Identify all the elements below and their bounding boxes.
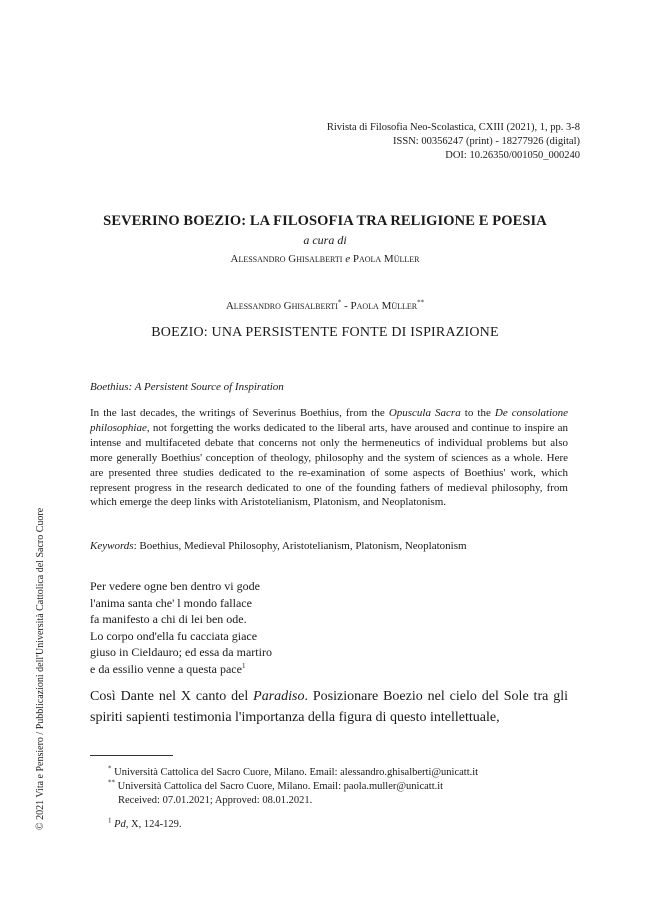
journal-header [160, 121, 580, 163]
issn: ISSN: 00356247 (print) - 18277926 (digital) [393, 136, 580, 147]
footnote-text: Università Cattolica del Sacro Cuore, Milano. Email: alessandro.ghisalberti@unicatt.it [111, 767, 479, 778]
abstract [90, 406, 568, 510]
collection-title: SEVERINO BOEZIO: LA FILOSOFIA TRA RELIGIONE E POESIA [103, 213, 547, 229]
footnote-ref-1: 1 [241, 661, 246, 670]
verse-line-last [90, 661, 272, 678]
verse-quote [90, 578, 272, 678]
keywords-list: : Boethius, Medieval Philosophy, Aristotelianism, Platonism, Neoplatonism [133, 540, 467, 552]
footnote-1 [108, 818, 578, 832]
body-paragraph [90, 686, 568, 728]
body-text-2: . Posizionare Boezio nel cielo del Sole tra gli spiriti sapienti testimonia l'importanza della figura di questo intellettuale, [90, 689, 568, 725]
body-text-1: Così Dante nel X canto del [90, 689, 254, 704]
verse-line: giuso in Cieldauro; ed essa da martiro [90, 645, 272, 660]
abstract-italic-1: Opuscula Sacra [388, 407, 461, 419]
keywords-label: Keywords [90, 540, 134, 552]
received-dates: Received: 07.01.2021; Approved: 08.01.2021. [118, 795, 313, 806]
verse-line: fa manifesto a chi di lei ben ode. [90, 612, 247, 627]
footnote-author-2 [108, 780, 578, 794]
article-title: BOEZIO: UNA PERSISTENTE FONTE DI ISPIRAZIONE [151, 325, 499, 340]
doi: DOI: 10.26350/001050_000240 [445, 150, 580, 161]
abstract-text-2: to the [460, 407, 495, 419]
author-2: Paola Müller [350, 300, 418, 312]
verse-line-text: e da essilio venne a questa pace [90, 661, 242, 676]
copyright-sidebar [33, 470, 49, 830]
editor-2: Paola Müller [352, 253, 420, 265]
footnote-mark: 1 [108, 816, 112, 825]
footnotes [108, 766, 578, 832]
abstract-text-3: , not forgetting the works dedicated to the liberal arts, have aroused and continue to inspire an intense and multifaceted debate that concerns not only the hermeneutics of individual problems but also more generally Boethius' conception of theology, philosophy and the system of sciences as a whole. Here are presented three studies dedicated to the re-examination of some aspects of Boethius' work, which represent progress in the research dedicated to one of the founding fathers of medieval philosophy, from which emerge the deep links with Aristotelianism, Platonism, and Neoplatonism. [90, 421, 568, 509]
journal-citation: Rivista di Filosofia Neo-Scolastica, CXIII (2021), 1, pp. 3-8 [326, 122, 580, 133]
footnote-author-1 [108, 766, 578, 780]
verse-line: Lo corpo ond'ella fu cacciata giace [90, 628, 258, 643]
verse-line: Per vedere ogne ben dentro vi gode [90, 579, 260, 593]
author-1-mark: * [337, 298, 342, 307]
author-1: Alessandro Ghisalberti [225, 300, 338, 312]
author-separator: - [341, 300, 351, 312]
footnote-divider [90, 755, 173, 756]
collection-acura: a cura di [303, 233, 347, 247]
abstract-italic-2: De consolatione philosophiae [90, 407, 569, 434]
footnote-text: Università Cattolica del Sacro Cuore, Milano. Email: paola.muller@unicatt.it [115, 781, 444, 792]
editor-conjunction: e [345, 253, 351, 265]
body-italic: Paradiso [253, 689, 305, 704]
verse-line: l'anima santa che' l mondo fallace [90, 595, 252, 610]
collection-editors [60, 253, 590, 265]
footnote-mark: ** [108, 778, 115, 787]
english-title: Boethius: A Persistent Source of Inspiration [90, 381, 284, 393]
footnote-text: , X, 124-129. [125, 819, 182, 830]
author-2-mark: ** [417, 298, 425, 307]
abstract-text-1: In the last decades, the writings of Severinus Boethius, from the [90, 407, 389, 419]
keywords [90, 539, 568, 554]
footnote-mark: * [108, 764, 112, 773]
editor-1: Alessandro Ghisalberti [230, 253, 343, 265]
copyright-text: © 2021 Vita e Pensiero / Pubblicazioni dell'Università Cattolica del Sacro Cuore [35, 507, 46, 830]
article-authors [60, 300, 590, 312]
footnote-ref-text: Pd [114, 819, 126, 830]
